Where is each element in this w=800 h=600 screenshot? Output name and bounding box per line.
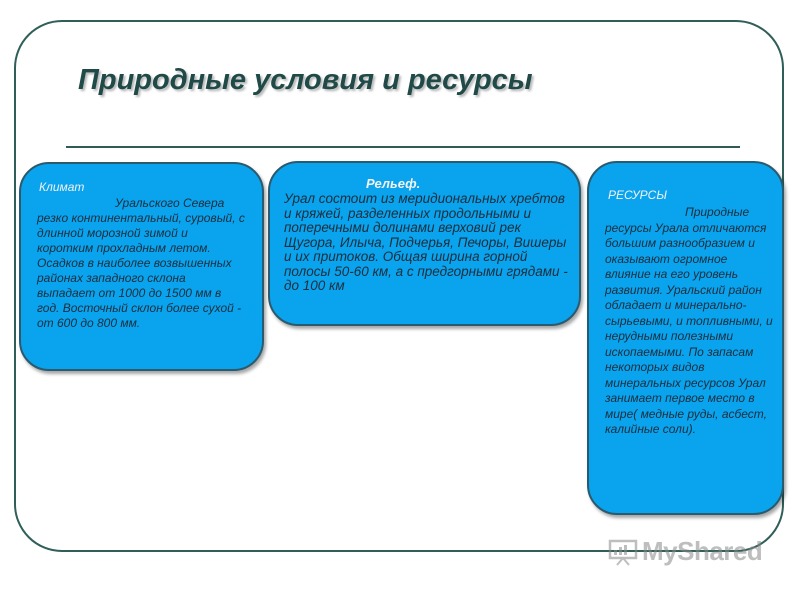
- climate-text: [37, 196, 245, 331]
- climate-text-first: Уральского Севера: [115, 196, 225, 210]
- resources-text-first: Природные: [685, 205, 750, 219]
- relief-box: [268, 161, 581, 326]
- climate-text-rest: резко континентальный, суровый, с длинной морозной зимой и коротким прохладным летом. Осадков в наиболее возвышенных районах западного склона выпадает от 1000 до 1500 мм в год. Восточный склон более сухой - от 600 до 800 мм.: [37, 211, 245, 330]
- title-divider: [66, 146, 740, 148]
- presentation-board-icon: [608, 538, 638, 566]
- relief-text: Урал состоит из меридиональных хребтов и кряжей, разделенных продольными и поперечными долинами верховий рек Щугора, Илыча, Подчерья, Печоры, Вишеры и их притоков. Общая ширина горной полосы 50-60 км, а с предгорными грядами - до 100 км: [284, 191, 568, 293]
- resources-text-rest: ресурсы Урала отличаются большим разнообразием и оказывают огромное влияние на его уровень развития. Уральский район обладает и минерально-сырьевыми, и топливными, и нерудными полезными ископаемыми. По запасам некоторых видов минеральных ресурсов Урал занимает первое место в мире( медные руды, асбест, калийные соли).: [605, 220, 773, 436]
- climate-heading: Климат: [39, 180, 85, 194]
- watermark-text: MyShared: [642, 536, 763, 566]
- climate-box: [19, 162, 264, 371]
- resources-box: [587, 161, 784, 515]
- watermark: [608, 536, 762, 567]
- slide-title: Природные условия и ресурсы: [78, 64, 533, 96]
- relief-heading: Рельеф.: [366, 176, 421, 191]
- resources-heading: РЕСУРСЫ: [608, 188, 667, 202]
- resources-text: [605, 205, 773, 438]
